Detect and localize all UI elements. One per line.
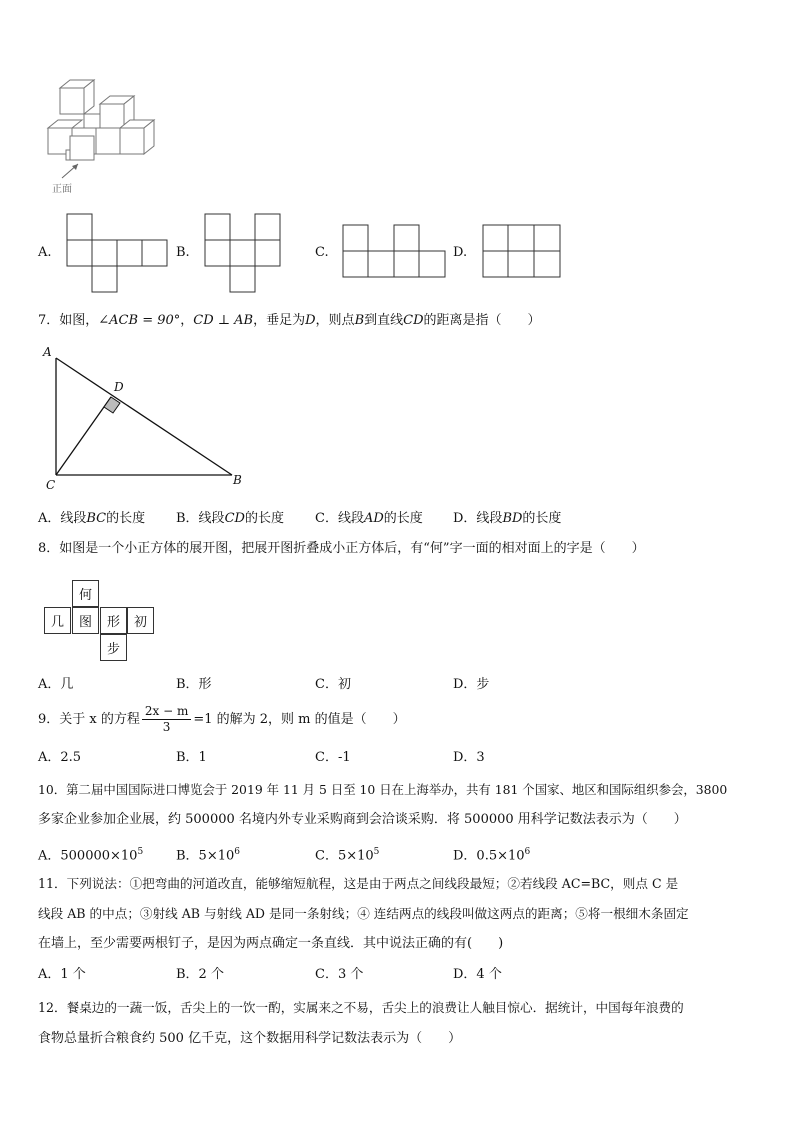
q7-line-cd: CD — [403, 313, 424, 328]
q10-option-b[interactable] — [176, 843, 240, 865]
q8-option-c[interactable]: C．初 — [315, 677, 351, 692]
net-cell: 几 — [44, 607, 71, 634]
q9-fraction-denominator: 3 — [162, 720, 171, 734]
q7-stem-part: 7．如图， — [38, 313, 99, 328]
q9-stem-pre: 9．关于 x 的方程 — [38, 712, 140, 727]
q10-opt-base: B．5×10 — [176, 848, 235, 864]
q7-option-d[interactable] — [453, 510, 561, 528]
q10-stem-line1: 10．第二届中国国际进口博览会于 2019 年 11 月 5 日至 10 日在上海举办，共有 181 个国家、地区和国际组织参会，3800 — [38, 782, 728, 797]
q7-opt-text: 的长度 — [106, 511, 146, 526]
net-cell: 步 — [100, 634, 127, 661]
point-label-a: A — [43, 345, 52, 359]
q9-option-d[interactable]: D．3 — [453, 750, 485, 765]
net-cell: 形 — [100, 607, 127, 634]
q10-opt-exp: 6 — [524, 847, 531, 857]
q8-option-b[interactable]: B．形 — [176, 677, 212, 692]
q9-option-c[interactable]: C．-1 — [315, 750, 351, 765]
q9-option-b[interactable]: B．1 — [176, 750, 207, 765]
q7-opt-text: B．线段 — [176, 511, 225, 526]
q7-stem-part: ，垂足为 — [253, 313, 306, 328]
q7-angle-expr: ∠ACB = 90° — [98, 313, 181, 328]
q8-option-d[interactable]: D．步 — [453, 677, 490, 692]
q6-option-c-label[interactable]: C. — [315, 245, 329, 260]
q7-opt-text: 的长度 — [244, 511, 284, 526]
q7-point-b: B — [354, 313, 365, 328]
front-view-label: 正面 — [52, 184, 72, 195]
q7-opt-text: C．线段 — [315, 511, 364, 526]
q11-option-b[interactable]: B．2 个 — [176, 967, 224, 982]
q7-opt-text: A．线段 — [38, 511, 87, 526]
q7-perp-expr: CD ⊥ AB — [193, 313, 254, 328]
q10-option-a[interactable] — [38, 843, 143, 865]
q10-opt-base: C．5×10 — [315, 848, 374, 864]
q7-opt-math: CD — [224, 511, 245, 526]
q12-stem-line2: 食物总量折合粮食约 500 亿千克，这个数据用科学记数法表示为（ ） — [38, 1031, 462, 1046]
q9-fraction — [142, 704, 191, 735]
point-label-b: B — [233, 473, 242, 487]
q9-stem-post: =1 的解为 2，则 m 的值是（ ） — [193, 712, 406, 727]
net-cell: 何 — [72, 580, 99, 607]
q11-option-d[interactable]: D．4 个 — [453, 967, 502, 982]
q10-option-d[interactable] — [453, 843, 530, 865]
q7-option-b[interactable] — [176, 510, 284, 528]
q10-stem-line2: 多家企业参加企业展，约 500000 名境内外专业采购商到会洽谈采购．将 500000 用科学记数法表示为（ ） — [38, 812, 687, 827]
q8-stem: 8．如图是一个小正方体的展开图，把展开图折叠成小正方体后，有“何”字一面的相对面上的字是（ ） — [38, 541, 645, 556]
q7-stem-part: ， — [180, 313, 194, 328]
q10-opt-base: D．0.5×10 — [453, 848, 525, 864]
q7-stem-part: ，则点 — [315, 313, 355, 328]
q6-option-a-label[interactable]: A. — [38, 245, 52, 260]
cube-stack-figure — [0, 0, 794, 200]
q7-stem — [38, 312, 541, 330]
q6-option-b-label[interactable]: B. — [176, 245, 190, 260]
point-label-d: D — [114, 380, 124, 394]
q10-opt-exp: 5 — [137, 847, 144, 857]
q8-option-a[interactable]: A．几 — [38, 677, 74, 692]
q7-opt-math: BD — [502, 511, 523, 526]
right-triangle-figure — [0, 340, 794, 500]
q6-option-c-net — [342, 224, 452, 284]
q9-option-a[interactable]: A．2.5 — [38, 750, 82, 765]
q7-stem-part: 的距离是指（ ） — [423, 313, 541, 328]
q11-stem-line2: 线段 AB 的中点；③射线 AB 与射线 AD 是同一条射线；④ 连结两点的线段叫做这两点的距离；⑤将一根细木条固定 — [38, 906, 689, 921]
q7-opt-math: BC — [86, 511, 107, 526]
q11-stem-line3: 在墙上，至少需要两根钉子，是因为两点确定一条直线．其中说法正确的有( ) — [38, 936, 504, 951]
net-cell: 图 — [72, 607, 99, 634]
q11-option-a[interactable]: A．1 个 — [38, 967, 86, 982]
q6-option-b-net — [204, 213, 294, 303]
q12-stem-line1: 12．餐桌边的一蔬一饭，舌尖上的一饮一酌，实属来之不易，舌尖上的浪费让人触目惊心．据统计，中国每年浪费的 — [38, 1000, 684, 1015]
q7-opt-text: 的长度 — [383, 511, 423, 526]
q6-option-d-net — [482, 224, 572, 284]
q11-option-c[interactable]: C．3 个 — [315, 967, 364, 982]
q7-option-c[interactable] — [315, 510, 423, 528]
q7-opt-text: D．线段 — [453, 511, 503, 526]
q6-option-d-label[interactable]: D. — [453, 245, 468, 260]
q7-option-a[interactable] — [38, 510, 145, 528]
q7-point-d: D — [305, 313, 316, 328]
q7-opt-text: 的长度 — [522, 511, 562, 526]
q10-opt-exp: 5 — [373, 847, 380, 857]
q10-opt-base: A．500000×10 — [38, 848, 138, 864]
q6-option-a-net — [66, 213, 176, 273]
net-cell: 初 — [127, 607, 154, 634]
q7-opt-math: AD — [363, 511, 384, 526]
q10-option-c[interactable] — [315, 843, 379, 865]
q11-stem-line1: 11．下列说法：①把弯曲的河道改直，能够缩短航程，这是由于两点之间线段最短；②若线段 AC=BC，则点 C 是 — [38, 876, 679, 891]
q9-stem — [38, 703, 406, 737]
point-label-c: C — [46, 478, 56, 492]
q7-stem-part: 到直线 — [364, 313, 404, 328]
q10-opt-exp: 6 — [234, 847, 240, 857]
q9-fraction-numerator: 2x − m — [142, 704, 191, 720]
